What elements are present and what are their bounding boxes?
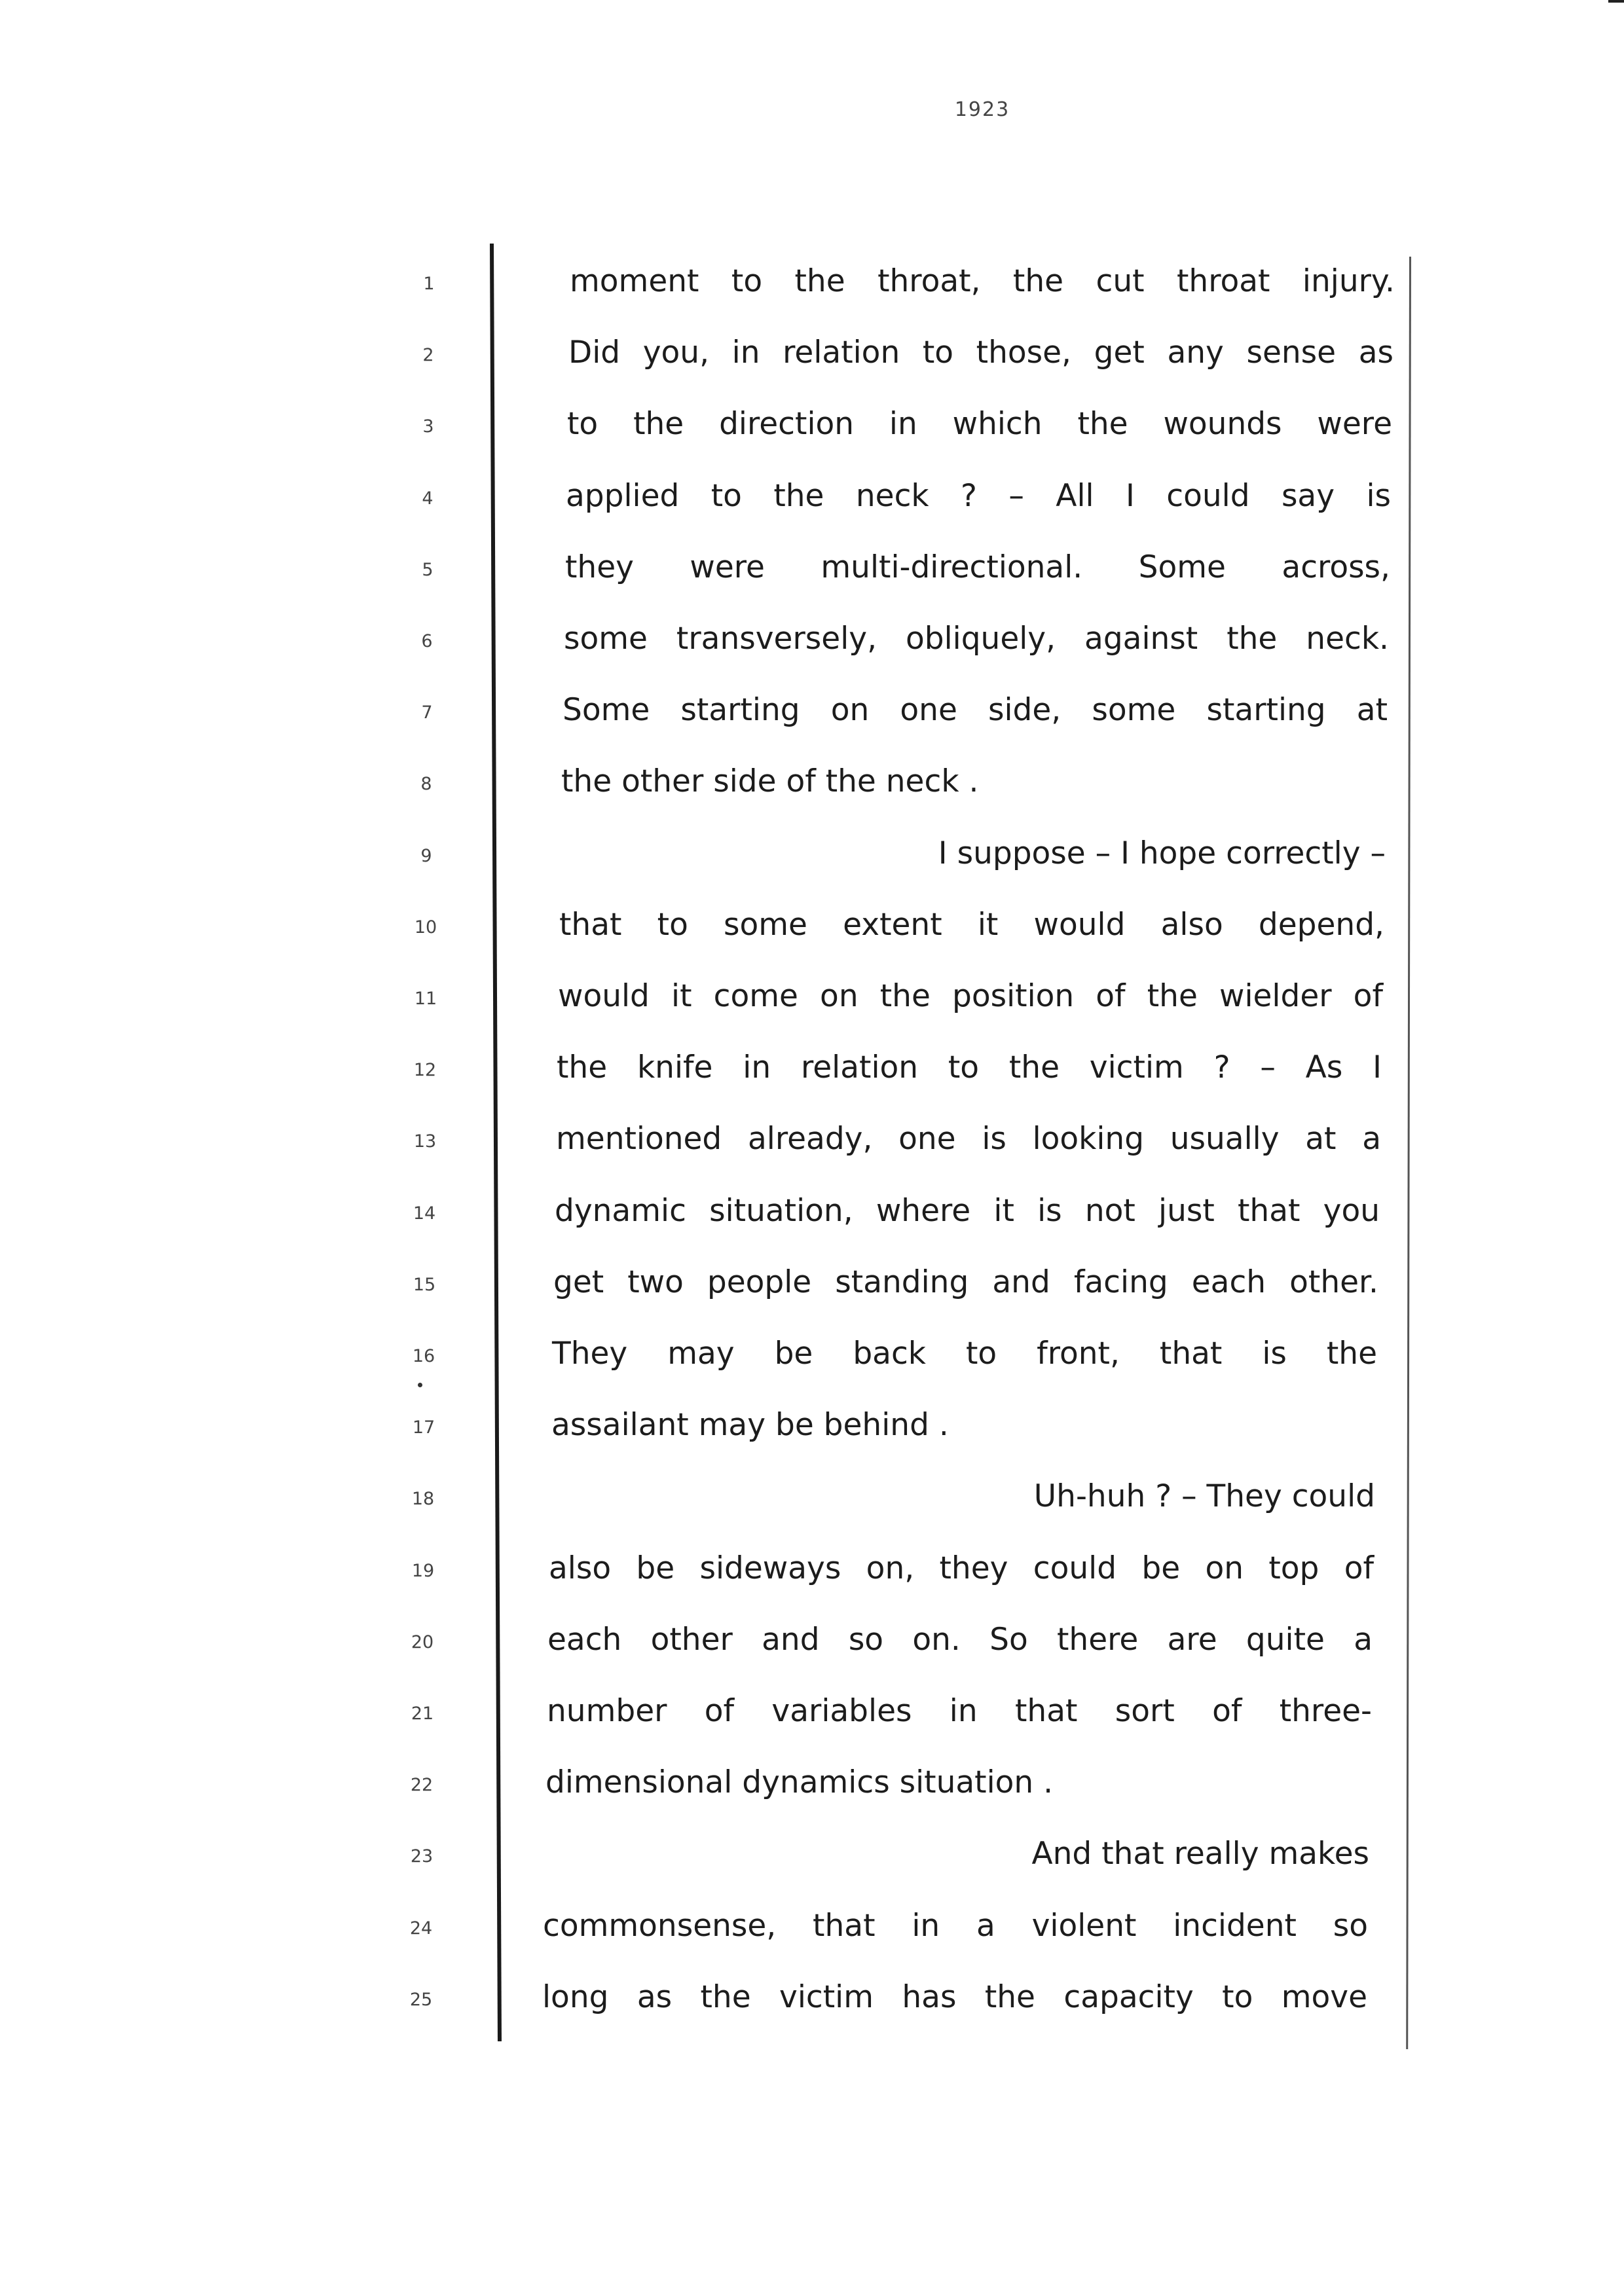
line-number: 14 (413, 1203, 436, 1224)
line-text: long as the victim has the capacity to move (542, 1978, 1367, 2015)
line-number: 24 (409, 1918, 433, 1939)
line-number: 8 (420, 774, 432, 795)
line-number: 7 (421, 702, 433, 723)
line-number: 6 (421, 631, 433, 651)
transcript-line (386, 1757, 1433, 1828)
line-number: 15 (413, 1274, 436, 1295)
line-text: Did you, in relation to those, get any sense as (568, 335, 1393, 371)
line-text: number of variables in that sort of three- (547, 1693, 1372, 1729)
line-text: mentioned already, one is looking usually at a (556, 1121, 1381, 1157)
transcript-line (392, 470, 1439, 541)
line-text: applied to the neck ? – All I could say is (566, 477, 1391, 514)
line-number: 13 (413, 1131, 437, 1152)
transcript-line (390, 756, 1438, 827)
line-text: the knife in relation to the victim ? – As I (557, 1049, 1382, 1086)
line-text: assailant may be behind . (551, 1407, 949, 1444)
transcript-line (385, 1900, 1433, 1971)
transcript-line (385, 1971, 1433, 2043)
line-number: 19 (411, 1560, 435, 1581)
line-number: 2 (422, 345, 434, 366)
line-text: would it come on the position of the wielder of (558, 978, 1383, 1014)
line-number: 20 (411, 1631, 434, 1652)
transcript-line (386, 1685, 1434, 1757)
transcript-line (388, 1399, 1435, 1470)
transcript-line (390, 970, 1437, 1042)
transcript-line (391, 613, 1439, 684)
line-text: some transversely, obliquely, against the neck. (564, 621, 1389, 657)
line-number: 18 (411, 1489, 435, 1510)
transcript-line (386, 1828, 1433, 1899)
transcript-line (393, 255, 1441, 327)
line-text: They may be back to front, that is the (552, 1336, 1377, 1372)
transcript-line (388, 1256, 1436, 1328)
line-text: dimensional dynamics situation . (545, 1764, 1054, 1801)
line-text: And that really makes (1031, 1836, 1369, 1872)
line-number: 25 (409, 1989, 433, 2010)
line-text: the other side of the neck . (561, 763, 979, 800)
line-number: 1 (423, 274, 435, 294)
line-text: Some starting on one side, some starting at (563, 692, 1388, 729)
line-number: 5 (422, 559, 434, 580)
transcript-line (387, 1470, 1435, 1542)
transcript-line (392, 327, 1440, 398)
line-text: moment to the throat, the cut throat injury. (570, 263, 1395, 299)
transcript-line (388, 1328, 1435, 1399)
line-text: to the direction in which the wounds were (567, 406, 1392, 443)
transcript-line (387, 1542, 1435, 1614)
line-number: 10 (414, 917, 437, 938)
line-text: dynamic situation, where it is not just that you (555, 1192, 1380, 1229)
line-text: I suppose – I hope correctly – (938, 835, 1386, 871)
line-number: 12 (413, 1060, 437, 1081)
line-number: 21 (411, 1704, 434, 1724)
line-text: they were multi-directional. Some across, (565, 549, 1390, 585)
line-number: 17 (412, 1417, 435, 1438)
line-number: 4 (422, 488, 434, 509)
line-number: 23 (410, 1846, 434, 1867)
line-number: 11 (414, 989, 437, 1009)
line-number: 3 (422, 416, 434, 437)
transcript-line (390, 828, 1438, 899)
transcript-line (392, 541, 1439, 613)
transcript-line (388, 1185, 1436, 1256)
transcript-line (389, 1042, 1437, 1113)
line-text: each other and so on. So there are quite a (547, 1621, 1373, 1658)
line-number: 22 (410, 1775, 434, 1796)
line-number: 16 (412, 1346, 435, 1366)
line-text: also be sideways on, they could be on top of (549, 1550, 1374, 1586)
line-text: get two people standing and facing each other. (553, 1264, 1378, 1300)
transcript-line (389, 1113, 1437, 1184)
transcript-line (386, 1614, 1434, 1685)
line-text: commonsense, that in a violent incident so (543, 1907, 1368, 1944)
line-text: Uh-huh ? – They could (1033, 1478, 1375, 1515)
page-number: 1923 (954, 98, 1010, 121)
transcript-line (392, 398, 1440, 469)
transcript-line (391, 684, 1439, 756)
transcript-line (390, 899, 1437, 970)
line-number: 9 (420, 845, 432, 866)
line-text: that to some extent it would also depend, (559, 906, 1384, 943)
